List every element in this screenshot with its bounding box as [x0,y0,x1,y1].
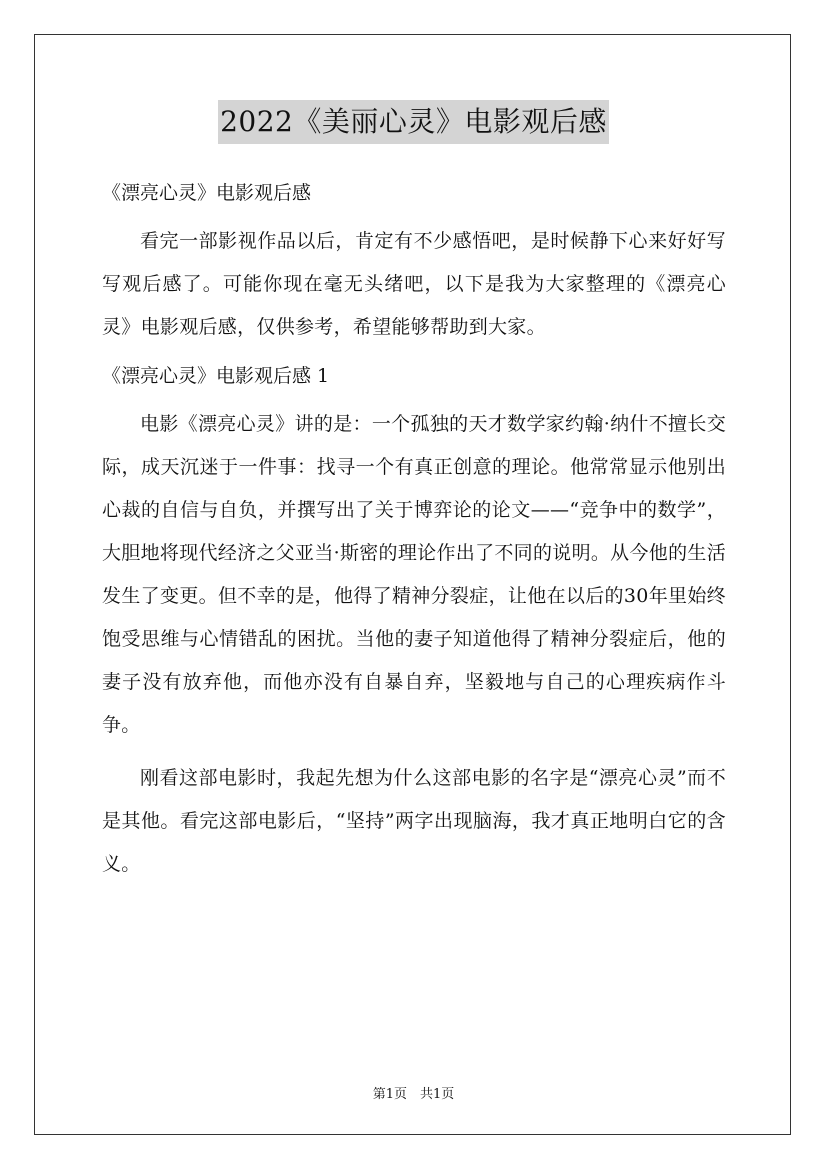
document-subtitle: 《漂亮心灵》电影观后感 [102,182,312,204]
page-footer: 第1页 共1页 [372,1087,455,1102]
body-paragraph-2: 刚看这部电影时，我起先想为什么这部电影的名字是“漂亮心灵”而不是其他。看完这部电影后，“坚持”两字出现脑海，我才真正地明白它的含义。 [102,767,726,875]
intro-paragraph: 看完一部影视作品以后，肯定有不少感悟吧，是时候静下心来好好写写观后感了。可能你现在毫无头绪吧，以下是我为大家整理的《漂亮心灵》电影观后感，仅供参考，希望能够帮助到大家。 [102,230,726,338]
title-container [0,100,827,144]
section-heading: 《漂亮心灵》电影观后感 1 [102,365,330,387]
body-paragraph-1: 电影《漂亮心灵》讲的是：一个孤独的天才数学家约翰·纳什不擅长交际，成天沉迷于一件事：找寻一个有真正创意的理论。他常常显示他别出心裁的自信与自负，并撰写出了关于博弈论的论文——“竞争中的数学”，大胆地将现代经济之父亚当·斯密的理论作出了不同的说明。从今他的生活发生了变更。但不幸的是，他得了精神分裂症，让他在以后的30年里始终饱受思维与心情错乱的困扰。当他的妻子知道他得了精神分裂症后，他的妻子没有放弃他，而他亦没有自暴自弃，坚毅地与自己的心理疾病作斗争。 [102,413,726,736]
document-body [102,176,726,896]
document-title: 2022《美丽心灵》电影观后感 [218,100,609,144]
